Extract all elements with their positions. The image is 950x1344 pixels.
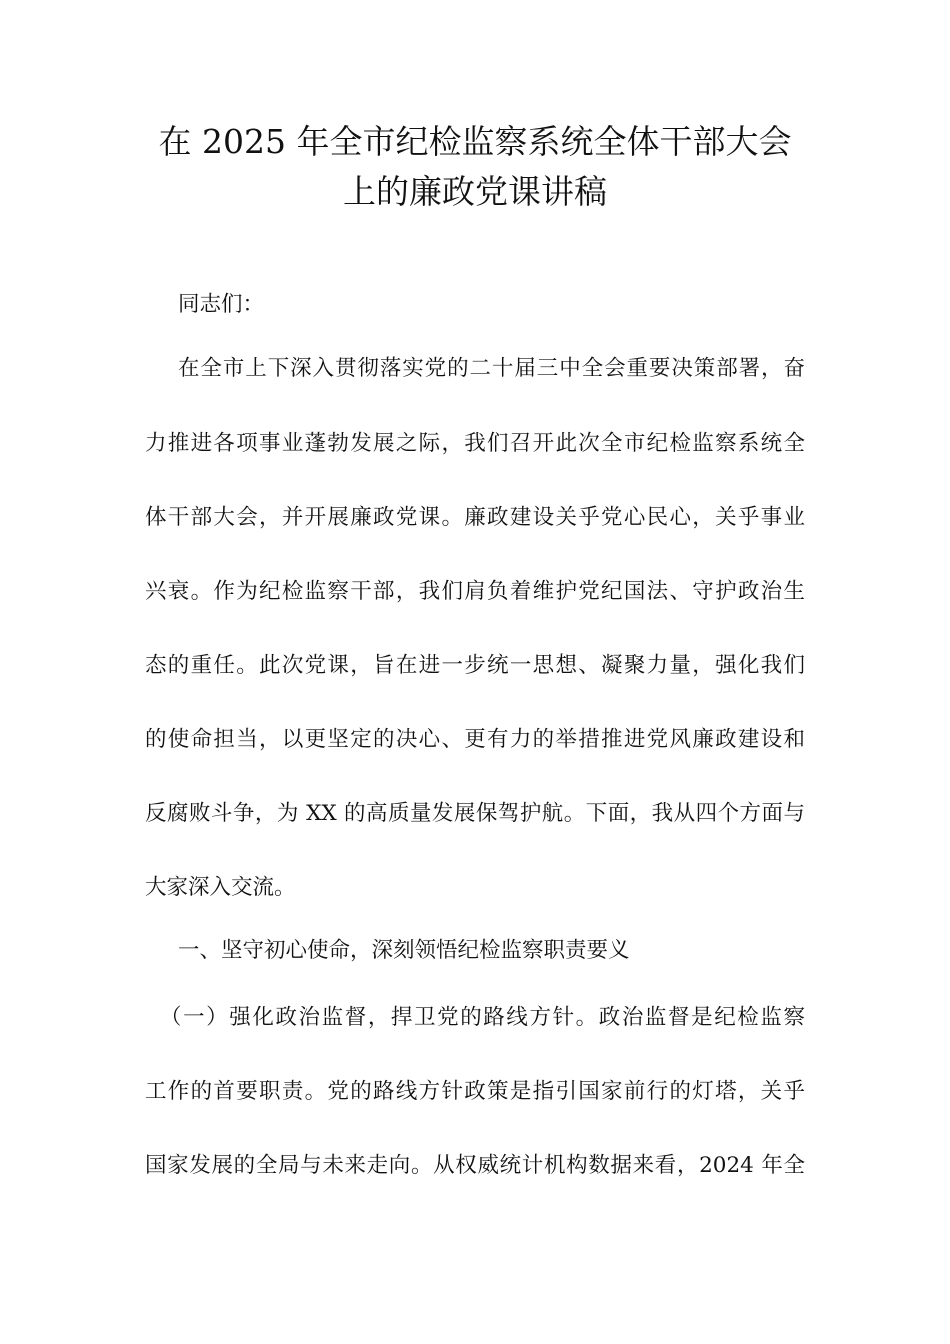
paragraph-line: 兴衰。作为纪检监察干部，我们肩负着维护党纪国法、守护政治生: [145, 579, 805, 604]
section-heading: 一、坚守初心使命，深刻领悟纪检监察职责要义: [178, 938, 630, 963]
paragraph-line: 力推进各项事业蓬勃发展之际，我们召开此次全市纪检监察系统全: [145, 431, 805, 456]
salutation: 同志们：: [178, 292, 265, 317]
paragraph-line: 的使命担当，以更坚定的决心、更有力的举措推进党风廉政建设和: [145, 727, 805, 752]
paragraph-line: 在全市上下深入贯彻落实党的二十届三中全会重要决策部署，奋: [178, 356, 805, 381]
paragraph-line: 反腐败斗争，为 XX 的高质量发展保驾护航。下面，我从四个方面与: [145, 801, 805, 826]
paragraph-line: 国家发展的全局与未来走向。从权威统计机构数据来看，2024 年全: [145, 1153, 805, 1178]
paragraph-line: 态的重任。此次党课，旨在进一步统一思想、凝聚力量，强化我们: [145, 653, 805, 678]
paragraph-line: 体干部大会，并开展廉政党课。廉政建设关乎党心民心，关乎事业: [145, 505, 805, 530]
paragraph-line: 大家深入交流。: [145, 875, 296, 900]
paragraph-line: 工作的首要职责。党的路线方针政策是指引国家前行的灯塔，关乎: [145, 1079, 805, 1104]
document-title-line-1: 在 2025 年全市纪检监察系统全体干部大会: [158, 122, 792, 161]
paragraph-line: （一）强化政治监督，捍卫党的路线方针。政治监督是纪检监察: [160, 1005, 805, 1030]
document-title-line-2: 上的廉政党课讲稿: [343, 172, 607, 211]
